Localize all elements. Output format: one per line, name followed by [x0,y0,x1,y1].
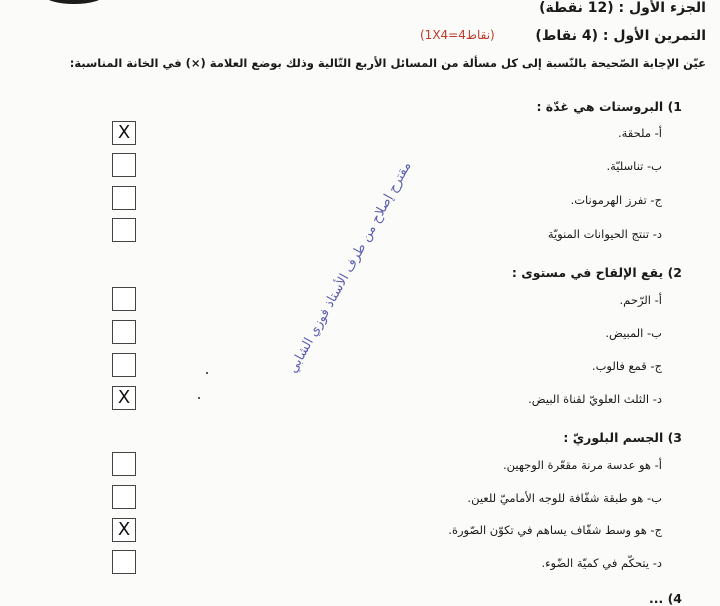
answer-checkbox[interactable] [112,452,136,476]
teacher-watermark: مقترح إصلاح من طرف الأستاذ فوزي الشابي [285,159,415,376]
question-1-option-a: أ- ملحقة. [617,126,662,140]
answer-checkbox[interactable] [112,186,136,210]
answer-checkbox[interactable]: X [112,121,136,145]
question-2-title: 2) يقع الإلقاح في مستوى : [511,265,682,280]
question-1-option-b: ب- تناسليّة. [606,159,662,173]
exercise-title: التمرين الأول : (4 نقاط) [535,28,706,44]
scan-dot [198,397,200,399]
instruction-text: عيّن الإجابة الصّحيحة بالنّسبة إلى كل مسألة من المسائل الأربع التّالية وذلك بوضع العلامة (×) في الخانة المناسبة: [69,56,706,70]
scan-blot [44,0,104,4]
question-2-option-d: د- الثلث العلويّ لقناة البيض. [528,392,662,406]
question-3-option-d: د- يتحكّم في كميّة الضّوء. [541,556,662,570]
points-note: (1X4=4نقاط) [420,28,495,42]
question-2-option-a: أ- الرّحم. [619,293,662,307]
answer-checkbox[interactable] [112,153,136,177]
answer-checkbox[interactable] [112,287,136,311]
answer-checkbox[interactable] [112,320,136,344]
scan-dot [206,372,208,374]
part-title: الجزء الأول : (12 نقطة) [539,0,706,16]
answer-checkbox[interactable]: X [112,518,136,542]
question-1-option-d: د- تنتج الحيوانات المنويّة [547,227,662,241]
question-3-title: 3) الجسم البلوريّ : [563,430,682,445]
answer-checkbox[interactable] [112,218,136,242]
question-3-option-b: ب- هو طبقة شفّافة للوجه الأماميّ للعين. [467,491,662,505]
answer-checkbox[interactable] [112,353,136,377]
answer-checkbox[interactable] [112,485,136,509]
question-1-title: 1) البروستات هي غدّة : [536,99,682,114]
question-2-option-b: ب- المبيض. [605,326,662,340]
question-3-option-c: ج- هو وسط شفّاف يساهم في تكوّن الصّورة. [448,523,662,537]
question-3-option-a: أ- هو عدسة مرنة مقعّرة الوجهين. [502,458,662,472]
question-4-title: 4) ... [648,591,682,606]
question-2-option-c: ج- قمع فالوب. [591,359,662,373]
answer-checkbox[interactable]: X [112,386,136,410]
question-1-option-c: ج- تفرز الهرمونات. [570,193,662,207]
answer-checkbox[interactable] [112,550,136,574]
